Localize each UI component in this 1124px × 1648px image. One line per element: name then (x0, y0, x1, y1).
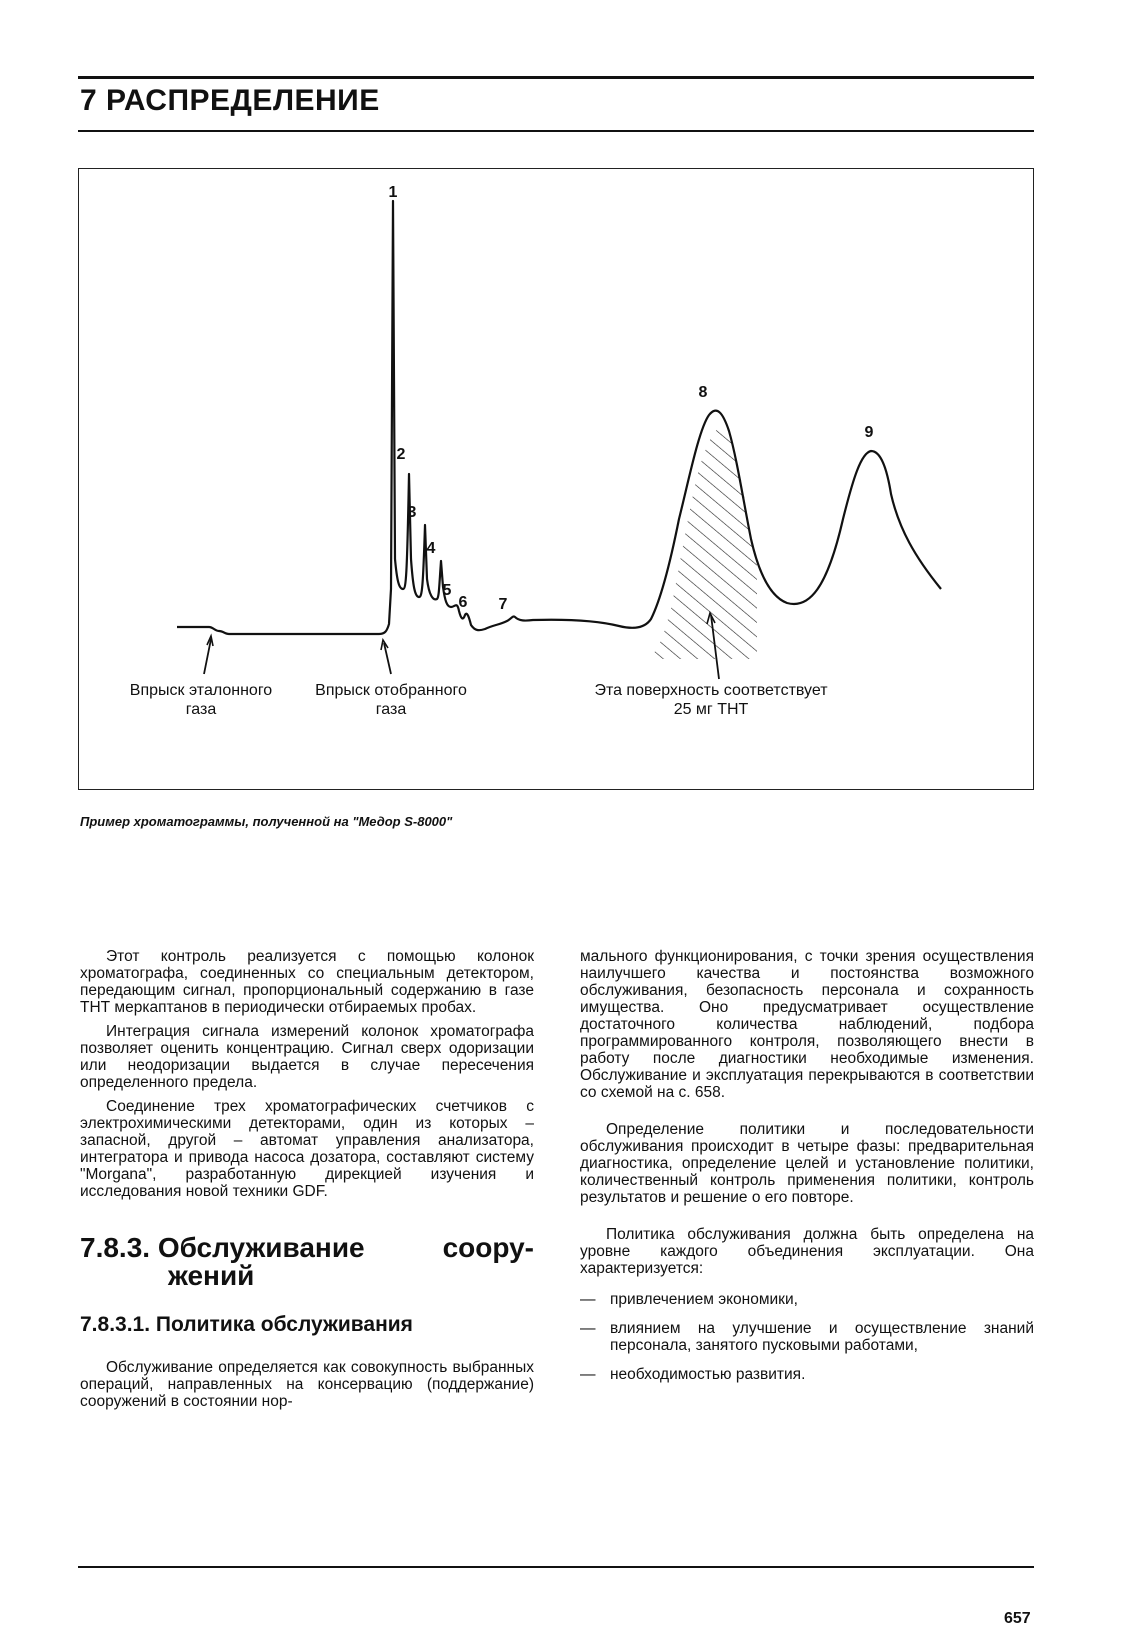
paragraph: Обслуживание определяется как совокупность выбранных операций, направленных на консервацию (поддержание) сооружений в состоянии нор- (80, 1359, 534, 1410)
list-item: — необходимостью развития. (580, 1366, 806, 1383)
paragraph: мального функционирования, с точки зрения осуществления наилучшего качества и постоянства возможного обслуживания, безопасность персонала и сохранность имущества. Оно предусматривает осуществление достаточного количества наблюдений, подбора программированного контроля, позволяющего внести в работу после диагностики необходимые изменения. Обслуживание и эксплуатация перекрываются в соответствии со схемой на с. 658. (580, 948, 1034, 1101)
peak-label-5: 5 (442, 582, 452, 599)
right-column (580, 948, 1034, 1395)
peak-label-3: 3 (407, 504, 417, 521)
peak-label-9: 9 (864, 424, 874, 441)
bottom-rule (78, 1566, 1034, 1568)
paragraph: Интеграция сигнала измерений колонок хроматографа позволяет оценить концентрацию. Сигнал сверх одоризации или неодоризации выдается в случае пересечения определенного предела. (80, 1023, 534, 1091)
list-item: — влиянием на улучшение и осуществление знаний персонала, занятого пусковыми работами, (580, 1320, 1034, 1354)
peak-label-6: 6 (458, 594, 468, 611)
label-reference-injection: Впрыск эталонного газа (129, 682, 273, 718)
chapter-title: 7 РАСПРЕДЕЛЕНИЕ (80, 84, 380, 117)
chromatogram-figure (78, 168, 1034, 790)
top-rule (78, 76, 1034, 79)
section-heading: 7.8.3. Обслуживание соору- жений (80, 1232, 534, 1291)
shaded-area (639, 409, 769, 669)
subsection-heading: 7.8.3.1. Политика обслуживания (80, 1313, 413, 1336)
left-column (80, 948, 534, 1417)
paragraph: Этот контроль реализуется с помощью колонок хроматографа, соединенных со специальным детектором, передающим сигнал, пропорциональный содержанию в газе ТНТ меркаптанов в периодически отбираемых пробах. (80, 948, 534, 1016)
peak-label-4: 4 (426, 540, 436, 557)
title-underline (78, 130, 1034, 132)
peak-label-2: 2 (396, 446, 406, 463)
peak-label-8: 8 (698, 384, 708, 401)
label-sample-injection: Впрыск отобранного газа (315, 682, 467, 718)
paragraph: Политика обслуживания должна быть определена на уровне каждого объединения эксплуатации. Она характеризуется: (580, 1226, 1034, 1277)
list-item: — привлечением экономики, (580, 1291, 798, 1308)
figure-caption: Пример хроматограммы, полученной на "Медор S-8000" (80, 814, 453, 829)
peak-label-7: 7 (498, 596, 508, 613)
paragraph: Определение политики и последовательности обслуживания происходит в четыре фазы: предварительная диагностика, определение целей и установление политики, количественный контроль применения политики, контроль результатов и решение о его повторе. (580, 1121, 1034, 1206)
chromatogram-trace (177, 201, 941, 634)
label-shaded-area: Эта поверхность соответствует 25 мг ТНТ (594, 682, 828, 718)
page-number: 657 (1004, 1610, 1031, 1627)
peak-label-1: 1 (388, 184, 398, 201)
paragraph: Соединение трех хроматографических счетчиков с электрохимическими детекторами, один из которых – запасной, другой – автомат управления анализатора, интегратора и привода насоса дозатора, составляют систему "Morgana", разработанную дирекцией изучения и исследования новой техники GDF. (80, 1098, 534, 1200)
